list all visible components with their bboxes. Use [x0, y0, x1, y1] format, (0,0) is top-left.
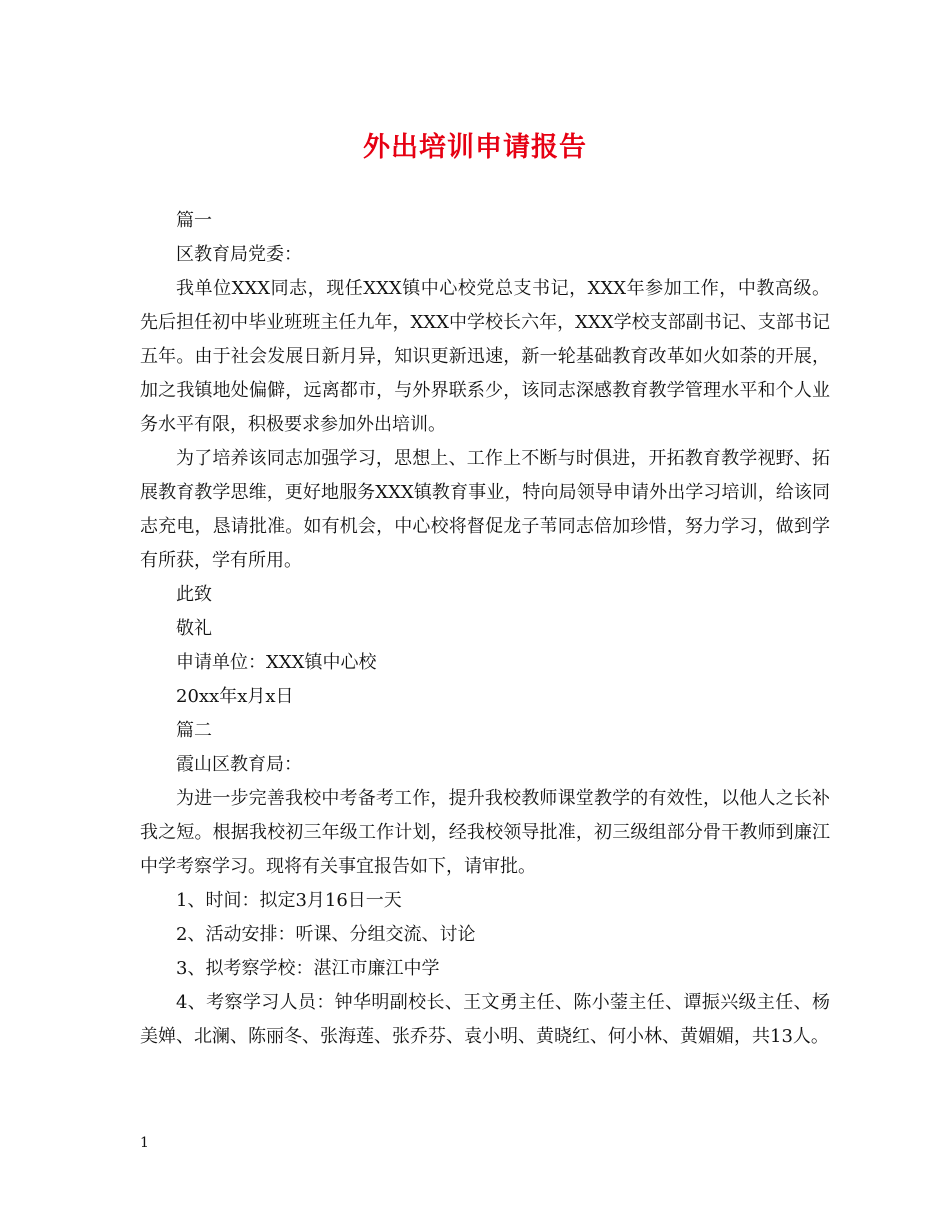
- closing-regards: 敬礼: [176, 618, 212, 639]
- recipient-2: 霞山区教育局：: [176, 754, 302, 775]
- section-heading-2: 篇二: [176, 720, 212, 741]
- paragraph-3: 为进一步完善我校中考备考工作，提升我校教师课堂教学的有效性，以他人之长补我之短。根据我校初三年级工作计划，经我校领导批准，初三级组部分骨干教师到廉江中学考察学习。现将有关事宜报告如下，请审批。: [140, 788, 830, 877]
- closing-salutation: 此致: [176, 584, 212, 605]
- page-number: 1: [140, 1135, 149, 1151]
- document-body: [140, 204, 830, 1054]
- recipient-1: 区教育局党委：: [176, 244, 302, 265]
- section-heading-1: 篇一: [176, 210, 212, 231]
- list-item-time: 1、时间：拟定3月16日一天: [176, 890, 402, 911]
- document-title: 外出培训申请报告: [363, 132, 587, 163]
- list-item-personnel: 4、考察学习人员：钟华明副校长、王文勇主任、陈小蓥主任、谭振兴级主任、杨美婵、北澜、陈丽冬、张海莲、张乔芬、袁小明、黄晓红、何小林、黄媚媚，共13人。: [140, 992, 830, 1047]
- list-item-school: 3、拟考察学校：湛江市廉江中学: [176, 958, 440, 979]
- applicant-unit: 申请单位：XXX镇中心校: [176, 652, 377, 673]
- application-date: 20xx年x月x日: [176, 686, 294, 707]
- paragraph-1: 我单位XXX同志，现任XXX镇中心校党总支书记，XXX年参加工作，中教高级。先后担任初中毕业班班主任九年，XXX中学校长六年，XXX学校支部副书记、支部书记五年。由于社会发展日新月异，知识更新迅速，新一轮基础教育改革如火如荼的开展，加之我镇地处偏僻，远离都市，与外界联系少，该同志深感教育教学管理水平和个人业务水平有限，积极要求参加外出培训。: [140, 278, 830, 435]
- paragraph-2: 为了培养该同志加强学习，思想上、工作上不断与时俱进，开拓教育教学视野、拓展教育教学思维，更好地服务XXX镇教育事业，特向局领导申请外出学习培训，给该同志充电，恳请批准。如有机会，中心校将督促龙子苇同志倍加珍惜，努力学习，做到学有所获，学有所用。: [140, 448, 830, 571]
- list-item-activities: 2、活动安排：听课、分组交流、讨论: [176, 924, 476, 945]
